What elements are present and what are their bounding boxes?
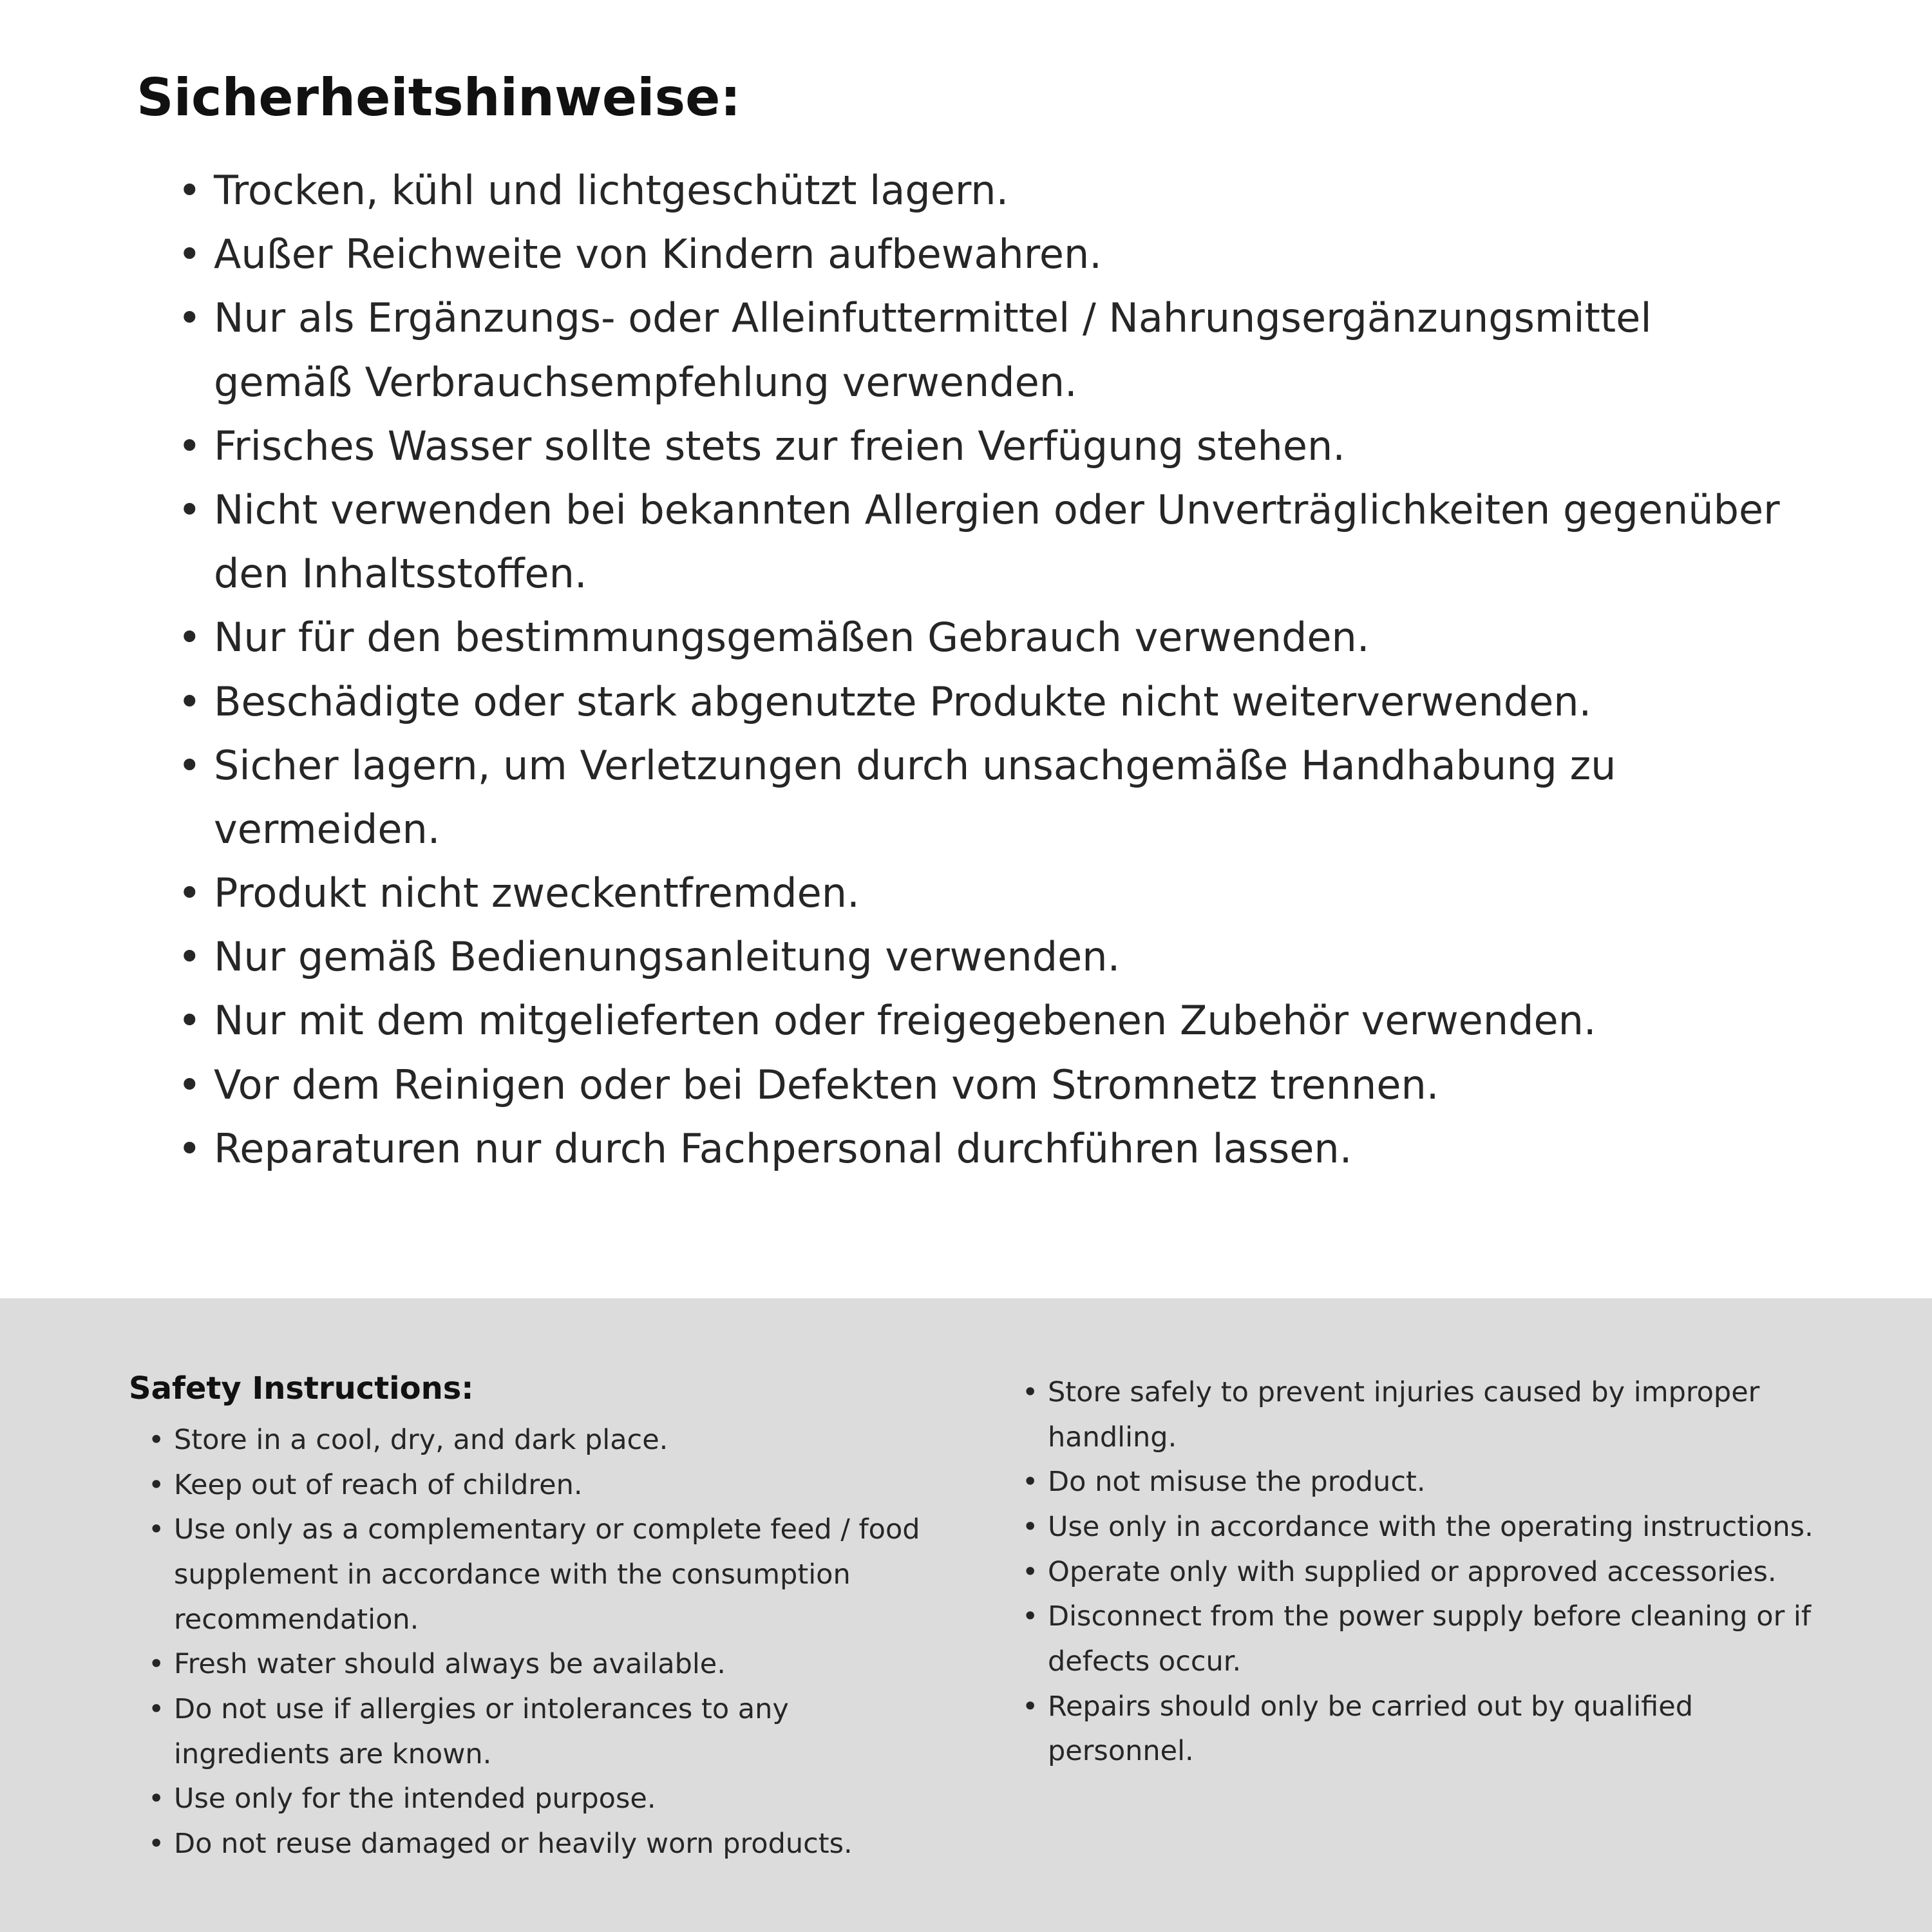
english-list-item: • Keep out of reach of children.	[147, 1463, 937, 1508]
german-list-item: • Beschädigte oder stark abgenutzte Produkte nicht weiterverwenden.	[174, 670, 1797, 734]
english-list-item: • Use only as a complementary or complete feed / food supplement in accordance with the consumption recommendation.	[147, 1508, 937, 1642]
english-list-item: • Disconnect from the power supply before cleaning or if defects occur.	[1021, 1595, 1829, 1684]
german-list-item: • Reparaturen nur durch Fachpersonal durchführen lassen.	[174, 1117, 1797, 1180]
english-list-item: • Use only for the intended purpose.	[147, 1777, 937, 1822]
english-list-item: • Do not misuse the product.	[1021, 1460, 1829, 1505]
english-right-column	[1021, 1370, 1829, 1932]
german-list-item: • Nur für den bestimmungsgemäßen Gebrauch verwenden.	[174, 605, 1797, 669]
english-list-item: • Fresh water should always be available.	[147, 1642, 937, 1687]
english-list-item: • Store in a cool, dry, and dark place.	[147, 1418, 937, 1463]
german-list-item: • Außer Reichweite von Kindern aufbewahren.	[174, 222, 1797, 286]
german-list-item: • Nicht verwenden bei bekannten Allergien oder Unverträglichkeiten gegenüber den Inhaltsstoffen.	[174, 478, 1797, 605]
german-list	[174, 158, 1797, 1180]
english-list-item: • Repairs should only be carried out by qualified personnel.	[1021, 1685, 1829, 1774]
german-list-item: • Nur gemäß Bedienungsanleitung verwenden.	[174, 925, 1797, 989]
german-list-item: • Vor dem Reinigen oder bei Defekten vom Stromnetz trennen.	[174, 1053, 1797, 1117]
english-list-item: • Store safely to prevent injuries caused by improper handling.	[1021, 1370, 1829, 1460]
english-left-list	[147, 1418, 937, 1867]
english-right-list	[1021, 1370, 1829, 1774]
english-list-item: • Do not use if allergies or intolerances to any ingredients are known.	[147, 1687, 937, 1777]
english-left-column	[129, 1370, 937, 1932]
english-section	[0, 1298, 1932, 1932]
english-list-item: • Use only in accordance with the operating instructions.	[1021, 1505, 1829, 1550]
german-list-item: • Frisches Wasser sollte stets zur freien Verfügung stehen.	[174, 414, 1797, 478]
german-list-item: • Produkt nicht zweckentfremden.	[174, 861, 1797, 925]
english-list-item: • Operate only with supplied or approved accessories.	[1021, 1550, 1829, 1595]
german-list-item: • Nur mit dem mitgelieferten oder freigegebenen Zubehör verwenden.	[174, 989, 1797, 1052]
german-list-item: • Nur als Ergänzungs- oder Alleinfuttermittel / Nahrungsergänzungsmittel gemäß Verbrauchsempfehlung verwenden.	[174, 286, 1797, 413]
german-list-item: • Sicher lagern, um Verletzungen durch unsachgemäße Handhabung zu vermeiden.	[174, 734, 1797, 861]
german-title: Sicherheitshinweise:	[137, 68, 741, 128]
english-title: Safety Instructions:	[129, 1370, 474, 1406]
english-list-item: • Do not reuse damaged or heavily worn products.	[147, 1822, 937, 1867]
german-list-item: • Trocken, kühl und lichtgeschützt lagern.	[174, 158, 1797, 222]
